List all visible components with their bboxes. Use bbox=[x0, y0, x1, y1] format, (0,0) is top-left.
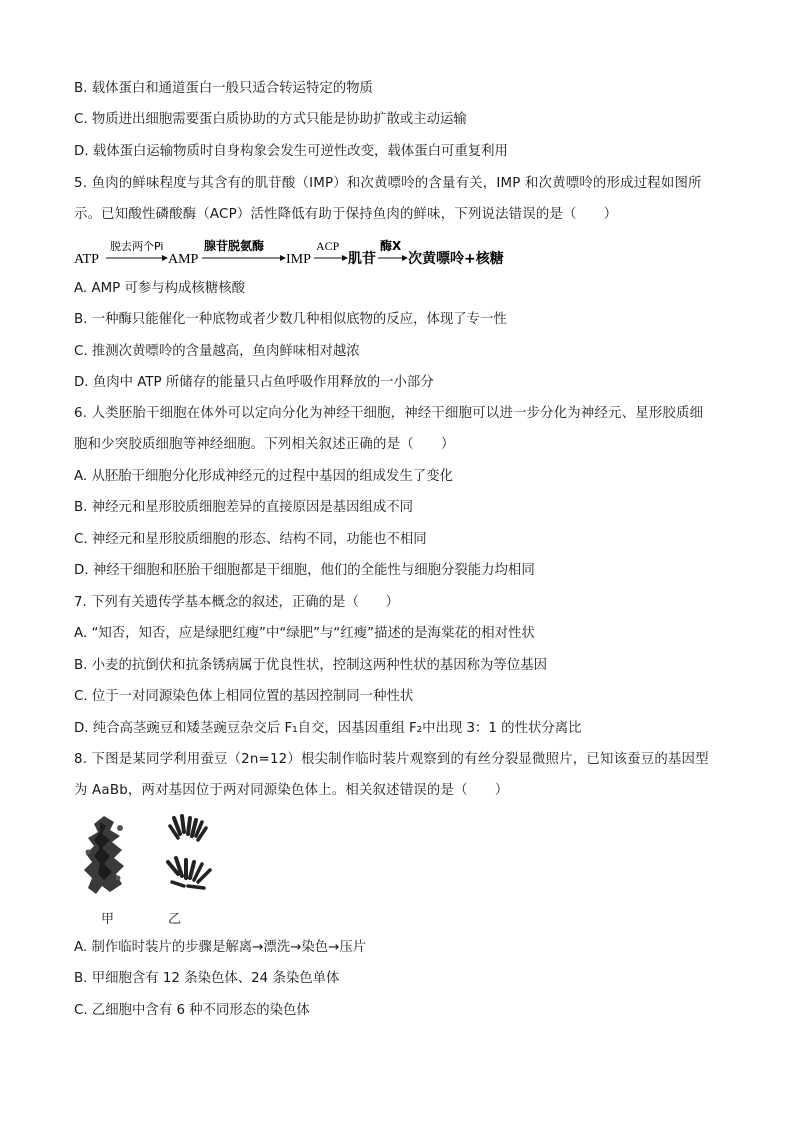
q5-option-a: A. AMP 可参与构成核糖核酸 bbox=[74, 281, 245, 296]
q8-option-c: C. 乙细胞中含有 6 种不同形态的染色体 bbox=[74, 1003, 310, 1018]
products-node: 次黄嘌呤+核糖 bbox=[408, 251, 504, 267]
q6-option-a: A. 从胚胎干细胞分化形成神经元的过程中基因的组成发生了变化 bbox=[74, 469, 453, 484]
figure-label-b: 乙 bbox=[168, 912, 182, 927]
q7-option-c: C. 位于一对同源染色体上相同位置的基因控制同一种性状 bbox=[74, 689, 414, 704]
q7-option-a: A. “知否，知否，应是绿肥红瘦”中“绿肥”与“红瘦”描述的是海棠花的相对性状 bbox=[74, 626, 535, 641]
q8-option-b: B. 甲细胞含有 12 条染色体、24 条染色单体 bbox=[74, 971, 340, 986]
q8-option-a: A. 制作临时装片的步骤是解离→漂洗→染色→压片 bbox=[74, 940, 367, 955]
q6-option-b: B. 神经元和星形胶质细胞差异的直接原因是基因组成不同 bbox=[74, 500, 414, 515]
q6-stem-line2: 胞和少突胶质细胞等神经细胞。下列相关叙述正确的是（ ） bbox=[74, 437, 455, 452]
mitosis-micrograph bbox=[76, 812, 256, 922]
imp-pathway-diagram bbox=[74, 238, 594, 272]
q8-stem-line1: 8. 下图是某同学利用蚕豆（2n=12）根尖制作临时装片观察到的有丝分裂显微照片，已知该蚕豆的基因型 bbox=[74, 752, 709, 767]
q5-stem-line1: 5. 鱼肉的鲜味程度与其含有的肌苷酸（IMP）和次黄嘌呤的含量有关，IMP 和次黄嘌呤的形成过程如图所 bbox=[74, 176, 702, 191]
q6-option-d: D. 神经干细胞和胚胎干细胞都是干细胞，他们的全能性与细胞分裂能力均相同 bbox=[74, 563, 535, 578]
q5-stem-line2: 示。已知酸性磷酸酶（ACP）活性降低有助于保持鱼肉的鲜味，下列说法错误的是（ ） bbox=[74, 207, 618, 222]
step2-label: 腺苷脱氨酶 bbox=[204, 239, 265, 253]
q4-option-b: B. 载体蛋白和通道蛋白一般只适合转运特定的物质 bbox=[74, 81, 373, 96]
cell-a-chromosomes bbox=[84, 816, 124, 894]
q6-option-c: C. 神经元和星形胶质细胞的形态、结构不同，功能也不相同 bbox=[74, 532, 427, 547]
q8-stem-line2: 为 AaBb，两对基因位于两对同源染色体上。相关叙述错误的是（ ） bbox=[74, 783, 509, 798]
step3-label: ACP bbox=[316, 239, 340, 253]
q7-option-b: B. 小麦的抗倒伏和抗条锈病属于优良性状，控制这两种性状的基因称为等位基因 bbox=[74, 658, 547, 673]
q7-stem: 7. 下列有关遗传学基本概念的叙述，正确的是（ ） bbox=[74, 595, 400, 610]
inosine-node: 肌苷 bbox=[348, 251, 376, 267]
imp-node: IMP bbox=[286, 252, 311, 267]
amp-node: AMP bbox=[168, 252, 199, 267]
q7-option-d: D. 纯合高茎豌豆和矮茎豌豆杂交后 F₁自交，因基因重组 F₂中出现 3：1 的性状分离比 bbox=[74, 721, 582, 736]
cell-b-chromosomes bbox=[168, 816, 210, 888]
q4-option-c: C. 物质进出细胞需要蛋白质协助的方式只能是协助扩散或主动运输 bbox=[74, 112, 467, 127]
step1-label: 脱去两个Pi bbox=[110, 240, 164, 253]
q4-option-d: D. 载体蛋白运输物质时自身构象会发生可逆性改变，载体蛋白可重复利用 bbox=[74, 144, 508, 159]
q6-stem-line1: 6. 人类胚胎干细胞在体外可以定向分化为神经干细胞，神经干细胞可以进一步分化为神经元、星形胶质细 bbox=[74, 406, 704, 421]
q5-option-d: D. 鱼肉中 ATP 所储存的能量只占鱼呼吸作用释放的一小部分 bbox=[74, 375, 434, 390]
q5-option-b: B. 一种酶只能催化一种底物或者少数几种相似底物的反应，体现了专一性 bbox=[74, 312, 507, 327]
step4-label: 酶X bbox=[380, 239, 402, 253]
atp-node: ATP bbox=[74, 252, 99, 267]
q5-option-c: C. 推测次黄嘌呤的含量越高，鱼肉鲜味相对越浓 bbox=[74, 344, 360, 359]
figure-label-a: 甲 bbox=[101, 912, 115, 927]
